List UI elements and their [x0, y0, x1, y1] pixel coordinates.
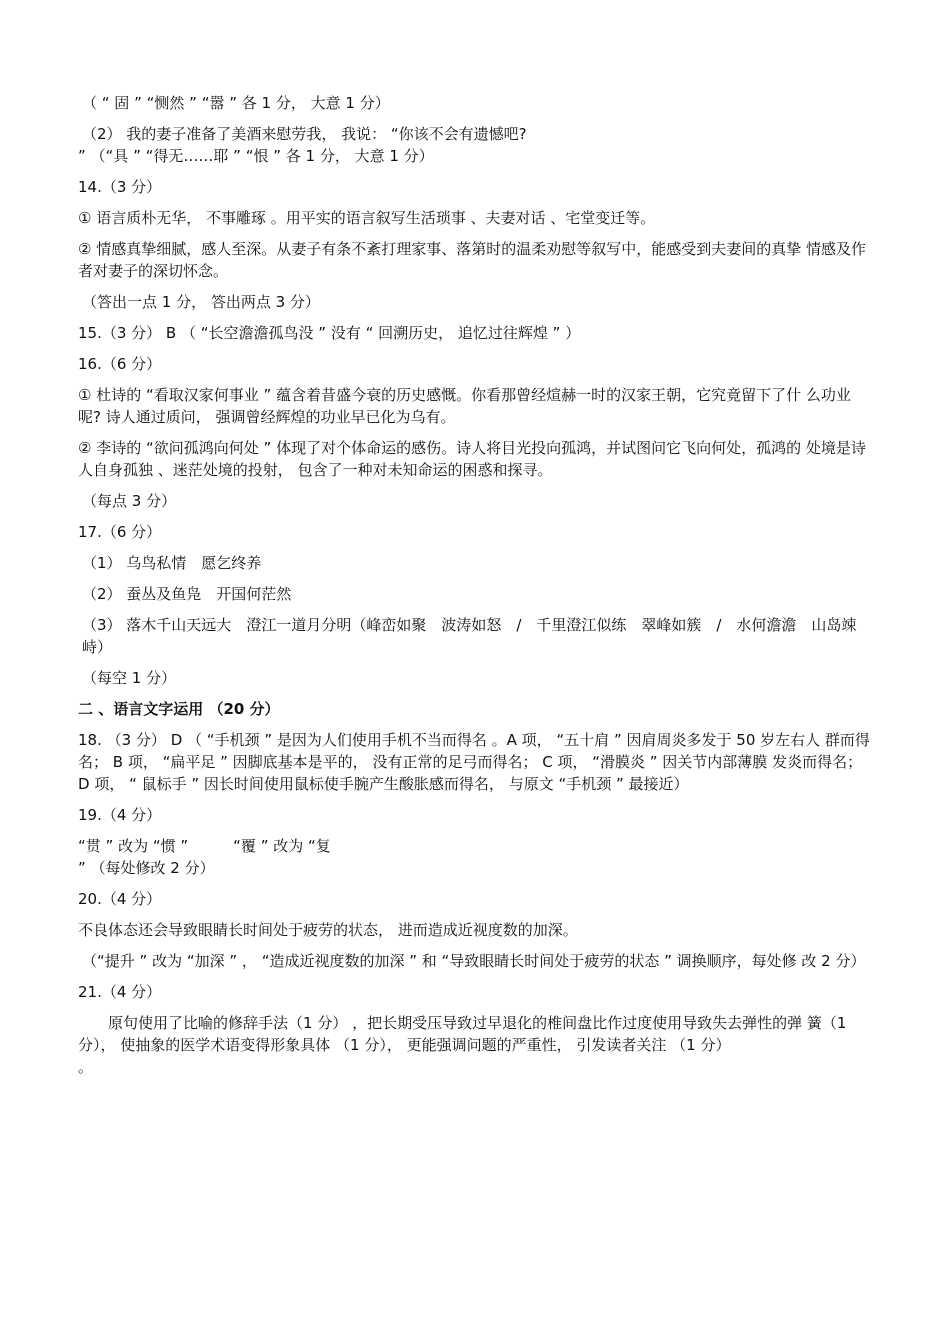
- q19-heading: 19.（4 分）: [78, 806, 162, 824]
- q20-scoring-note: （“提升 ” 改为 “加深 ” ， “造成近视度数的加深 ” 和 “导致眼睛长时间处于疲劳的状态 ” 调换顺序，每处修 改 2 分）: [82, 952, 866, 970]
- q16-heading: 16.（6 分）: [78, 355, 162, 373]
- q21-heading: 21.（4 分）: [78, 983, 162, 1001]
- q14-heading: 14.（3 分）: [78, 178, 162, 196]
- q13-2-scoring-note: ” （“具 ” “得无……耶 ” “恨 ” 各 1 分， 大意 1 分）: [78, 147, 434, 165]
- q20-answer: 不良体态还会导致眼睛长时间处于疲劳的状态， 进而造成近视度数的加深。: [78, 921, 578, 939]
- q21-answer-end: 。: [78, 1058, 94, 1076]
- q21-answer: 原句使用了比喻的修辞手法（1 分） ，把长期受压导致过早退化的椎间盘比作过度使用导致失去弹性的弹 簧（1 分）， 使抽象的医学术语变得形象具体 （1 分）， 更能强调问题的严重性， 引发读者关注 （1 分）: [78, 1014, 852, 1054]
- q19-answer: “贯 ” 改为 “惯 ” “覆 ” 改为 “复: [78, 837, 331, 855]
- q15-answer: 15.（3 分） B （ “长空澹澹孤鸟没 ” 没有 “ 回溯历史， 追忆过往辉煌 ” ）: [78, 324, 581, 342]
- q16-scoring-note: （每点 3 分）: [82, 492, 177, 510]
- q20-heading: 20.（4 分）: [78, 890, 162, 908]
- q17-scoring-note: （每空 1 分）: [82, 669, 177, 687]
- q18-answer: 18. （3 分） D （ “手机颈 ” 是因为人们使用手机不当而得名 。A 项， “五十肩 ” 因肩周炎多发于 50 岁左右人 群而得名； B 项， “扁平足 ” 因脚底基本是平的， 没有正常的足弓而得名； C 项， “滑膜炎 ” 因关节内部薄膜 发炎而得名； D 项， “ 鼠标手 ” 因长时间使用鼠标使手腕产生酸胀感而得名， 与原文 “手机颈 ” 最接近）: [78, 731, 870, 793]
- q17-answer-3: （3） 落木千山天远大 澄江一道月分明（峰峦如聚 波涛如怒 / 千里澄江似练 翠峰如簇 / 水何澹澹 山岛竦 峙）: [82, 616, 862, 656]
- q19-scoring-note: ” （每处修改 2 分）: [78, 859, 215, 877]
- answer-key-page: [78, 92, 870, 1078]
- q17-answer-2: （2） 蚕丛及鱼凫 开国何茫然: [82, 585, 292, 603]
- section-2-heading: 二 、语言文字运用 （20 分）: [78, 700, 280, 718]
- q16-point-2: ② 李诗的 “欲问孤鸿向何处 ” 体现了对个体命运的感伤。诗人将目光投向孤鸿，并试图问它飞向何处，孤鸿的 处境是诗人自身孤独 、迷茫处境的投射， 包含了一种对未知命运的困惑和探寻。: [78, 439, 866, 479]
- q13-scoring-note-1: （ “ 固 ” “恻然 ” “嚣 ” 各 1 分， 大意 1 分）: [82, 94, 390, 112]
- q16-point-1: ① 杜诗的 “看取汉家何事业 ” 蕴含着昔盛今衰的历史感慨。你看那曾经煊赫一时的汉家王朝，它究竟留下了什 么功业呢? 诗人通过质问， 强调曾经辉煌的功业早已化为乌有。: [78, 386, 851, 426]
- q17-answer-1: （1） 乌鸟私情 愿乞终养: [82, 554, 262, 572]
- q13-2-answer: （2） 我的妻子准备了美酒来慰劳我， 我说： “你该不会有遗憾吧?: [82, 125, 527, 143]
- q17-heading: 17.（6 分）: [78, 523, 162, 541]
- q14-point-2: ② 情感真挚细腻，感人至深。从妻子有条不紊打理家事、落第时的温柔劝慰等叙写中，能感受到夫妻间的真挚 情感及作者对妻子的深切怀念。: [78, 240, 866, 280]
- q14-scoring-note: （答出一点 1 分， 答出两点 3 分）: [82, 293, 320, 311]
- q14-point-1: ① 语言质朴无华， 不事雕琢 。用平实的语言叙写生活琐事 、夫妻对话 、宅堂变迁等。: [78, 209, 656, 227]
